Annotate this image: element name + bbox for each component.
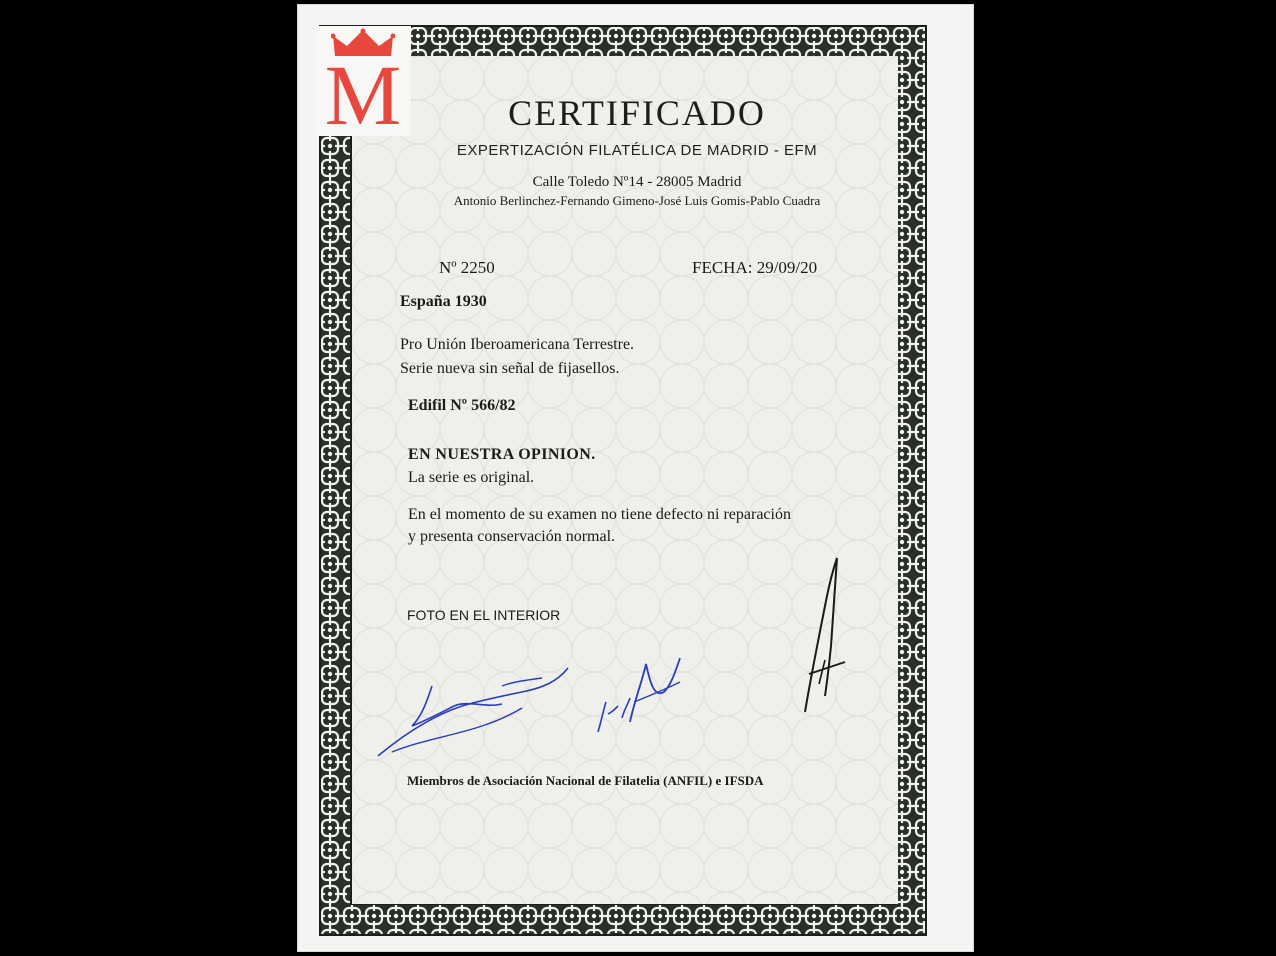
certificate-title: CERTIFICADO [508,93,766,133]
catalog-number: Edifil Nº 566/82 [408,397,516,414]
signature-blue-1 [372,656,572,766]
certificate-date: FECHA: 29/09/20 [692,258,818,277]
issuer-address: Calle Toledo Nº14 - 28005 Madrid [532,174,742,190]
description-line-2: Serie nueva sin señal de fijasellos. [400,360,620,377]
description-line-1: Pro Unión Iberoamericana Terrestre. [400,336,635,353]
country-year: España 1930 [400,293,487,310]
condition-line-2: y presenta conservación normal. [408,528,616,545]
opinion-heading: EN NUESTRA OPINION. [408,446,596,463]
signature-blue-2 [594,652,684,742]
condition-line-1: En el momento de su examen no tiene defecto ni reparación [408,506,791,523]
certificate-sheet [297,4,974,952]
membership-footer: Miembros de Asociación Nacional de Filatelia (ANFIL) e IFSDA [407,773,764,788]
expert-names: Antonio Berlinchez-Fernando Gimeno-José Luis Gomis-Pablo Cuadra [453,193,821,208]
logo-letter: M [324,47,402,143]
certificate-number: Nº 2250 [439,258,495,277]
signature-black [797,556,857,716]
photo-note: FOTO EN EL INTERIOR [407,607,561,623]
certificate-subtitle: EXPERTIZACIÓN FILATÉLICA DE MADRID - EFM [456,142,818,159]
opinion-result: La serie es original. [408,469,535,486]
